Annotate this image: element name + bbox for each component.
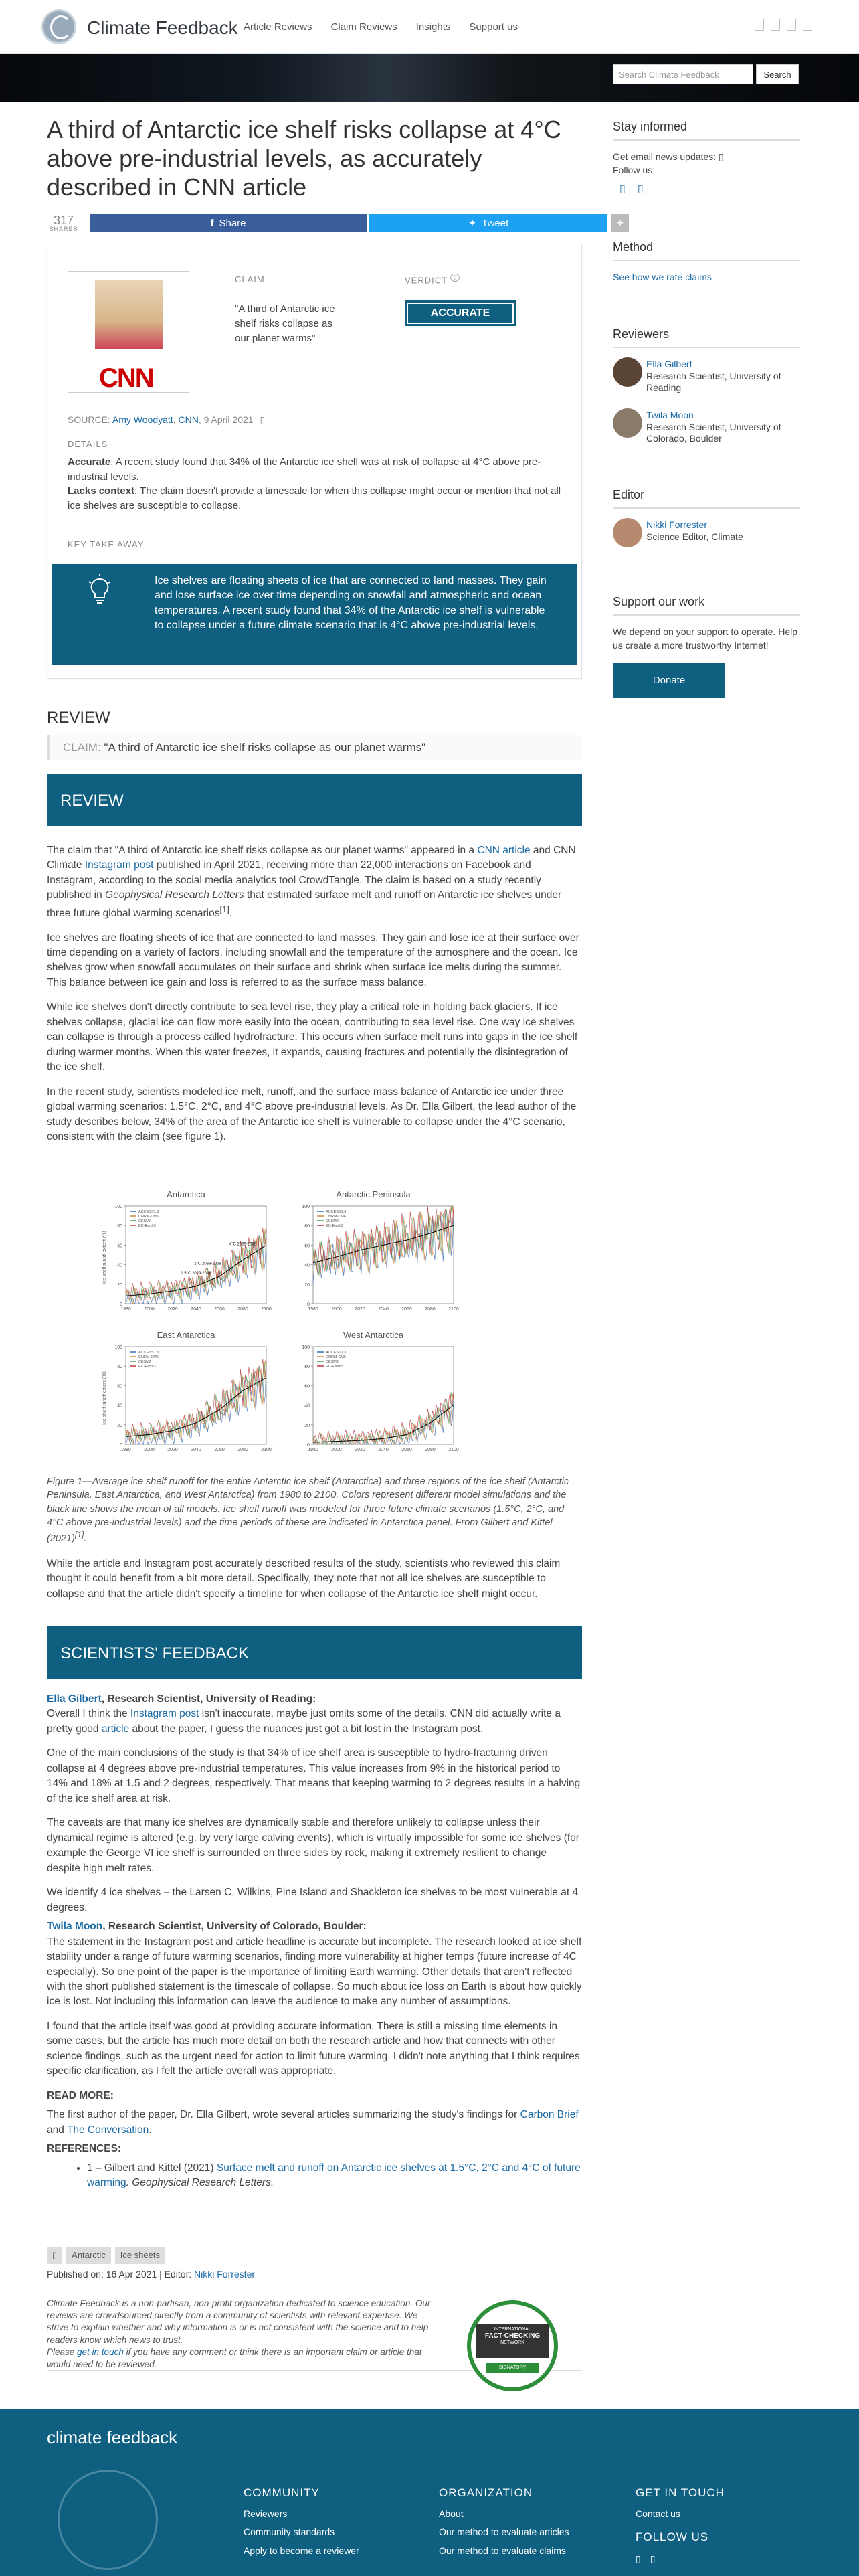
- sidebar-social: [613, 181, 800, 197]
- legend-label: CNRM-CM6: [326, 1355, 346, 1359]
- verdict-badge: ACCURATE: [405, 300, 516, 326]
- search-button[interactable]: Search: [756, 64, 799, 84]
- x-tick-label: 2060: [214, 1307, 225, 1312]
- y-tick-label: 40: [304, 1403, 310, 1409]
- footer-link[interactable]: Apply to become a reviewer: [244, 2545, 359, 2556]
- editor-name-link[interactable]: Nikki Forrester: [646, 519, 708, 531]
- legend-label: CNRM-CM6: [138, 1355, 159, 1359]
- rss-icon[interactable]: [803, 19, 812, 31]
- editor-role: Science Editor, Climate: [646, 531, 743, 542]
- sidebar-editor: [613, 486, 800, 553]
- chart-antarctic-peninsula: [286, 1189, 460, 1316]
- text-span: Overall I think the: [47, 1708, 130, 1720]
- climate-feedback-logo[interactable]: [41, 9, 76, 44]
- footer-heading: COMMUNITY: [244, 2486, 320, 2499]
- reviewer-card: [613, 408, 800, 450]
- footer-community: [244, 2482, 359, 2560]
- figure-caption: [47, 1475, 582, 1545]
- about-text: [47, 2298, 442, 2371]
- verdict-label-text: VERDICT: [405, 275, 448, 286]
- x-tick-label: 2100: [448, 1307, 459, 1312]
- twitter-icon[interactable]: [755, 19, 764, 31]
- detail-lacks-context: [68, 484, 563, 513]
- y-tick-label: 40: [117, 1263, 122, 1268]
- share-count: [47, 214, 80, 232]
- chart-west-antarctica: [286, 1329, 460, 1456]
- get-in-touch-link[interactable]: get in touch: [77, 2346, 124, 2357]
- shares-label: SHARES: [49, 226, 78, 232]
- reviewer-info: [646, 359, 800, 394]
- y-tick-label: 80: [117, 1365, 122, 1370]
- carbon-brief-link[interactable]: Carbon Brief: [520, 2109, 579, 2121]
- footer-link[interactable]: Reviewers: [244, 2508, 288, 2520]
- brand-name[interactable]: Climate Feedback: [87, 17, 238, 38]
- reviewer-role: , Research Scientist, University of Colorado, Boulder:: [102, 1921, 367, 1933]
- verdict-label: [405, 274, 460, 287]
- claim-review-box: [47, 244, 582, 679]
- legend-label: CNRM-CM6: [326, 1215, 346, 1219]
- legend-label: EC-Earth3: [138, 1365, 156, 1369]
- chart-panel: [99, 1329, 273, 1456]
- text-span: that estimated surface melt and runoff on Antarctic ice shelves under three future global warming scenarios: [47, 889, 562, 920]
- y-tick-label: 80: [304, 1224, 310, 1229]
- lacks-context-label: Lacks context: [68, 485, 135, 497]
- reference-marker[interactable]: [1]: [219, 904, 229, 914]
- article-link[interactable]: article: [101, 1723, 130, 1735]
- y-tick-label: 0: [120, 1443, 122, 1448]
- accurate-text: : A recent study found that 34% of the Antarctic ice shelf was at risk of collapse at 4°C above pre-industrial levels.: [68, 456, 541, 483]
- twitter-share-button[interactable]: [369, 214, 607, 232]
- y-tick-label: 0: [307, 1302, 310, 1307]
- y-tick-label: 60: [304, 1243, 310, 1249]
- y-tick-label: 100: [302, 1345, 310, 1350]
- x-tick-label: 2000: [331, 1307, 342, 1312]
- x-tick-label: 2000: [144, 1448, 155, 1452]
- legend-label: CNRM-CM6: [138, 1215, 159, 1219]
- source-label: SOURCE:: [68, 414, 110, 425]
- nav-support-us[interactable]: Support us: [469, 21, 518, 33]
- y-tick-label: 60: [117, 1384, 122, 1389]
- text-span: if you have any comment or think there is an important claim or article that would need to be reviewed.: [47, 2346, 422, 2370]
- references-list: [47, 2161, 582, 2191]
- chart-antarctica: [99, 1189, 273, 1316]
- y-axis-label: Ice shelf runoff extent (%): [102, 1371, 107, 1425]
- scenario-annotation: 4°C 2069-2088: [229, 1242, 257, 1247]
- text-span: . Geophysical Research Letters.: [126, 2177, 274, 2189]
- caption-end: .: [84, 1533, 87, 1545]
- y-tick-label: 0: [120, 1302, 122, 1307]
- footer-logo: [58, 2470, 158, 2570]
- text-span: about the paper, I guess the nuances just got a bit lost in the Instagram post.: [129, 1723, 484, 1735]
- share-count-number: 317: [53, 213, 74, 227]
- review-paragraph: [47, 843, 582, 922]
- method-heading: Method: [613, 238, 800, 261]
- x-tick-label: 2040: [191, 1307, 201, 1312]
- accurate-label: Accurate: [68, 456, 111, 468]
- nav-insights[interactable]: Insights: [415, 21, 451, 33]
- detail-accurate: [68, 455, 563, 485]
- twitter-icon[interactable]: ▯: [636, 2553, 641, 2564]
- avatar: [613, 357, 642, 387]
- legend-label: ACCESS1.3: [138, 1210, 159, 1214]
- legend-label: EC-Earth3: [326, 1365, 343, 1369]
- chart-panel: [286, 1189, 460, 1316]
- email-updates: [613, 150, 800, 163]
- x-tick-label: 2040: [378, 1448, 389, 1452]
- reviewer-name-link[interactable]: Twila Moon: [646, 410, 694, 421]
- details-section: [68, 438, 563, 513]
- footer-link[interactable]: Our method to evaluate claims: [439, 2545, 566, 2556]
- source-line: SOURCE: Amy Woodyatt, CNN, 9 April 2021 ▯: [68, 414, 266, 425]
- x-tick-label: 2020: [167, 1448, 178, 1452]
- feedback-paragraph: One of the main conclusions of the study is that 34% of ice shelf area is susceptible to hydro-fracturing driven collapse at 4 degrees above pre-industrial temperatures. This value increases from 9% in the historical period to 14% and 18% at 1.5 and 2 degrees, respectively. That means that keeping warming to 2 degrees results in a halving of the ice shelf area at risk.: [47, 1747, 581, 1804]
- linkedin-icon[interactable]: [787, 19, 796, 31]
- header-social-icons: [755, 19, 812, 31]
- text-span: .: [149, 2124, 152, 2136]
- text-span: and CNN Climate: [47, 845, 576, 871]
- panel-title: Antarctic Peninsula: [336, 1189, 411, 1199]
- sidebar-support: [613, 593, 800, 698]
- y-tick-label: 100: [114, 1345, 122, 1350]
- facebook-share-label: Share: [219, 218, 246, 229]
- twitter-icon: ✦: [468, 218, 477, 229]
- cnn-article-link[interactable]: CNN article: [477, 845, 531, 856]
- review-body: [47, 843, 582, 1154]
- feedback-paragraph: We identify 4 ice shelves – the Larsen C, Wilkins, Pine Island and Shackleton ice shelves to be most vulnerable at 4 degrees.: [47, 1887, 579, 1913]
- figure-1: [99, 1189, 467, 1463]
- y-tick-label: 40: [117, 1403, 122, 1409]
- stay-informed-heading: Stay informed: [613, 118, 800, 141]
- review-paragraph: Ice shelves are floating sheets of ice that are connected to land masses. They gain and lose ice at their surface over time depending on a variety of factors, including snowfall and the temperature of the atmosphere and the ocean. Ice shelves grow when snowfall accumulates on their surface and shrink when surface ice melts during the summer. This balance between ice gain and loss is referred to as the surface mass balance.: [47, 932, 579, 989]
- editor-info: [646, 519, 743, 543]
- x-tick-label: 2040: [378, 1307, 389, 1312]
- key-takeaway-box: [52, 564, 577, 665]
- editor-heading: Editor: [613, 486, 800, 509]
- lightbulb-icon: [86, 574, 113, 608]
- tag-list: [47, 2247, 165, 2264]
- legend-label: CESM2: [138, 1360, 151, 1364]
- legend-label: ACCESS1.3: [326, 1351, 347, 1355]
- review-paragraph: In the recent study, scientists modeled ice melt, runoff, and the surface mass balance of Antarctic ice under three global warming scenarios: 1.5°C, 2°C, and 4°C above pre-industrial levels. As Dr. Ella Gilbert, the lead author of the study describes below, 34% of the area of the Antarctic ice shelf is vulnerable to collapse under the 4°C scenario, consistent with the claim (see figure 1).: [47, 1086, 577, 1143]
- footer-heading: ORGANIZATION: [439, 2486, 533, 2499]
- tag-icon: ▯: [47, 2247, 62, 2264]
- facebook-icon[interactable]: ▯: [637, 183, 644, 195]
- x-tick-label: 2100: [261, 1448, 272, 1452]
- x-tick-label: 2080: [237, 1307, 248, 1312]
- x-tick-label: 1980: [120, 1307, 131, 1312]
- chart-panel: [286, 1329, 460, 1456]
- footer-link[interactable]: Community standards: [244, 2526, 335, 2538]
- reviewer-heading: [47, 1919, 582, 1934]
- key-takeaway-text: Ice shelves are floating sheets of ice that are connected to land masses. They gain and lose surface ice over time depending on snowfall and atmospheric and ocean temperatures. A recent study found that 34% of the Antarctic ice shelf is vulnerable to collapse under a future climate scenario that is 4°C above pre-industrial levels.: [155, 575, 547, 632]
- tag-antarctic[interactable]: Antarctic: [66, 2247, 111, 2264]
- author-photo: [95, 280, 163, 349]
- references-heading: REFERENCES:: [47, 2143, 122, 2155]
- external-link-icon[interactable]: ▯: [260, 414, 266, 425]
- facebook-icon[interactable]: ▯: [650, 2553, 656, 2564]
- y-tick-label: 20: [117, 1423, 122, 1428]
- reviewer-name-link[interactable]: Ella Gilbert: [646, 359, 692, 370]
- source-author-link[interactable]: Amy Woodyatt: [112, 414, 173, 425]
- search-input[interactable]: Search Climate Feedback: [613, 64, 753, 84]
- reviewer-card: [613, 357, 800, 399]
- text-span: published in April 2021, receiving more than 22,000 interactions on Facebook and Instagram, according to the social media analytics tool CrowdTangle. The claim is based on a study recently published in: [47, 859, 541, 901]
- reviewers-heading: Reviewers: [613, 325, 800, 348]
- reviewer-info: [646, 410, 800, 445]
- x-tick-label: 2040: [191, 1448, 201, 1452]
- reviewer-role: , Research Scientist, University of Reading:: [101, 1693, 316, 1705]
- text-span: and: [47, 2124, 67, 2136]
- reviewer-heading: [47, 1692, 582, 1707]
- text-span: Please: [47, 2346, 78, 2357]
- footer-contact: [636, 2482, 725, 2568]
- x-tick-label: 2080: [425, 1307, 436, 1312]
- facebook-icon: f: [210, 218, 214, 229]
- review-section-header: REVIEW: [47, 774, 582, 826]
- chart-east-antarctica: [99, 1329, 273, 1456]
- twitter-icon[interactable]: ▯: [619, 183, 626, 195]
- x-tick-label: 2100: [261, 1307, 272, 1312]
- legend-label: CESM2: [326, 1219, 339, 1223]
- editor-link[interactable]: Nikki Forrester: [194, 2269, 256, 2280]
- reference-marker[interactable]: [1]: [74, 1530, 84, 1540]
- caption-text: Figure 1—Average ice shelf runoff for the entire Antarctic ice shelf (Antarctica) and three regions of the ice shelf (Antarctic Peninsula, East Antarctica, and West Antarctica) from 1980 to 2100. Colors represent different model simulations and the black line shows the mean of all models. Ice shelf runoff was modeled for three future climate scenarios (1.5°C, 2°C, and 4°C above pre-industrial levels) and the time periods of these are indicated in Antarctica panel. From Gilbert and Kittel (2021): [47, 1476, 569, 1545]
- reviewer-role: Research Scientist, University of Reading: [646, 370, 781, 394]
- footer-heading: FOLLOW US: [636, 2530, 709, 2544]
- avatar: [613, 518, 642, 547]
- tag-ice-sheets[interactable]: Ice sheets: [115, 2247, 165, 2264]
- text-span: The claim that "A third of Antarctic ice shelf risks collapse as our planet warms" appeared in a: [47, 845, 478, 856]
- legend-label: ACCESS1.3: [326, 1210, 347, 1214]
- ifcn-signatory-badge[interactable]: [467, 2300, 558, 2391]
- site-footer: [0, 2409, 859, 2576]
- x-tick-label: 2020: [355, 1307, 365, 1312]
- legend-label: CESM2: [326, 1360, 339, 1364]
- sidebar-method: [613, 238, 800, 284]
- main-nav: [244, 20, 518, 35]
- x-tick-label: 2020: [355, 1448, 365, 1452]
- y-tick-label: 40: [304, 1263, 310, 1268]
- panel-title: West Antarctica: [343, 1330, 404, 1340]
- badge-bottom: SIGNATORY: [486, 2363, 539, 2373]
- scenario-annotation: 1.5°C 2029-2048: [181, 1272, 211, 1276]
- legend-label: ACCESS1.3: [138, 1351, 159, 1355]
- instagram-post-link[interactable]: Instagram post: [130, 1708, 199, 1720]
- chart-panel: [99, 1189, 273, 1316]
- published-line: [47, 2267, 255, 2281]
- footer-link[interactable]: About: [439, 2508, 464, 2520]
- y-tick-label: 80: [117, 1224, 122, 1229]
- support-text: We depend on your support to operate. Help us create a more trustworthy Internet!: [613, 626, 798, 651]
- y-tick-label: 20: [117, 1282, 122, 1288]
- x-tick-label: 2000: [144, 1307, 155, 1312]
- y-tick-label: 80: [304, 1365, 310, 1370]
- footer-brand[interactable]: climate feedback: [47, 2427, 178, 2448]
- x-tick-label: 1980: [308, 1448, 318, 1452]
- verdict-help-icon[interactable]: ?: [450, 274, 460, 282]
- y-tick-label: 60: [117, 1243, 122, 1249]
- reviewer-name-link[interactable]: Ella Gilbert: [47, 1693, 102, 1705]
- reviewer-name-link[interactable]: Twila Moon: [47, 1921, 103, 1933]
- donate-button[interactable]: Donate: [613, 663, 725, 698]
- badge-mid: FACT-CHECKING: [484, 2332, 541, 2340]
- y-tick-label: 60: [304, 1384, 310, 1389]
- x-tick-label: 1980: [308, 1307, 318, 1312]
- feedback-paragraph: The caveats are that many ice shelves are dynamically stable and therefore unlikely to collapse unless their dynamical regime is altered (e.g. by very large calving events), which is virtually impossible for some ice shelves (for example the George VI ice shelf is surrounded on three sides by rock, making it extremely resilient to change despite high melt rates.: [47, 1817, 579, 1874]
- review-claim-text: "A third of Antarctic ice shelf risks collapse as our planet warms": [104, 741, 426, 754]
- about-box: [47, 2292, 582, 2371]
- outlet-image: [68, 271, 189, 393]
- legend-label: CESM2: [138, 1219, 151, 1223]
- avatar: [613, 408, 642, 438]
- reference-link[interactable]: Surface melt and runoff on Antarctic ice shelves at 1.5°C, 2°C and 4°C of future warming: [87, 2162, 581, 2189]
- footer-organization: [439, 2482, 569, 2560]
- feedback-section-header: SCIENTISTS' FEEDBACK: [47, 1626, 582, 1679]
- x-tick-label: 2020: [167, 1307, 178, 1312]
- x-tick-label: 2080: [425, 1448, 436, 1452]
- review-paragraph: While ice shelves don't directly contribute to sea level rise, they play a critical role in holding back glaciers. If ice shelves collapse, glacial ice can flow more easily into the ocean, contributing to sea level rise. One way ice shelves can collapse is through a process called hydrofracture. This occurs when surface melt runs into gaps in the ice shelf during warmer months. When this water freezes, it expands, causing fractures and potentially the disintegration of the ice shelf.: [47, 1001, 578, 1074]
- panel-title: Antarctica: [167, 1189, 205, 1199]
- contact-link[interactable]: Contact us: [636, 2508, 680, 2520]
- x-tick-label: 2060: [401, 1448, 412, 1452]
- badge-sub: NETWORK: [500, 2340, 524, 2346]
- the-conversation-link[interactable]: The Conversation: [66, 2124, 149, 2136]
- footer-link[interactable]: Our method to evaluate articles: [439, 2526, 569, 2538]
- y-tick-label: 100: [114, 1205, 122, 1209]
- x-tick-label: 2080: [237, 1448, 248, 1452]
- review-heading: REVIEW: [47, 709, 110, 727]
- claim-label: CLAIM: [235, 274, 265, 284]
- editor-card: [613, 518, 800, 553]
- review-claim-quote: [47, 735, 582, 760]
- y-axis-label: Ice shelf runoff extent (%): [102, 1231, 107, 1284]
- review-paragraph: While the article and Instagram post accurately described results of the study, scientists who reviewed this claim thought it could benefit from a bit more detail. Specifically, they note that not all ice shelves are susceptible to collapse and that the article didn't specify a timeline for when collapse of the Antarctic ice shelf might occur.: [47, 1558, 561, 1600]
- y-tick-label: 100: [302, 1205, 310, 1209]
- review-body-2: [47, 1557, 582, 1611]
- nav-article-reviews[interactable]: Article Reviews: [244, 21, 312, 33]
- reference-item: [87, 2161, 582, 2191]
- text-span: 1 – Gilbert and Kittel (2021): [87, 2162, 217, 2174]
- feedback-paragraph: The statement in the Instagram post and article headline is accurate but incomplete. The research looked at ice shelf stability under a range of future warming scenarios, finding more vulnerability at higher temps (future increase of 4C especially). So one point of the paper is the importance of limiting Earth warming. Other details that aren't reflected with the short published statement is the timescale of collapse. So much about ice loss on Earth is about how quickly ice is lost. Not including this information can leave the audience to make any number of assumptions.: [47, 1936, 582, 2008]
- feedback-body: [47, 1692, 582, 2191]
- sidebar-stay-informed: [613, 118, 800, 197]
- nav-claim-reviews[interactable]: Claim Reviews: [330, 21, 397, 33]
- method-link[interactable]: See how we rate claims: [613, 272, 712, 283]
- footer-social: [636, 2550, 725, 2568]
- more-share-button[interactable]: +: [611, 214, 629, 232]
- read-more-heading: READ MORE:: [47, 2089, 114, 2101]
- scenario-annotation: 2°C 2039-2058: [194, 1262, 221, 1266]
- facebook-icon[interactable]: [771, 19, 780, 31]
- feedback-paragraph: [47, 1707, 582, 1737]
- twitter-share-label: Tweet: [482, 218, 509, 229]
- key-takeaway-label: KEY TAKE AWAY: [68, 539, 145, 549]
- read-more-text: [47, 2108, 582, 2138]
- email-updates-label: Get email news updates:: [613, 151, 717, 163]
- cnn-logo: CNN: [99, 363, 153, 393]
- source-date: , 9 April 2021: [198, 414, 254, 425]
- badge-text: [476, 2324, 549, 2358]
- follow-us-label: Follow us:: [613, 165, 656, 176]
- text-span: .: [229, 908, 233, 920]
- facebook-share-button[interactable]: [90, 214, 367, 232]
- page-title: A third of Antarctic ice shelf risks collapse at 4°C above pre-industrial levels, as accurately described in CNN article: [47, 116, 561, 201]
- site-header: [0, 0, 859, 54]
- email-icon[interactable]: ▯: [718, 151, 724, 163]
- feedback-paragraph: I found that the article itself was good at providing accurate information. There is still a missing time elements in some cases, but the article has much more detail on both the research article and how that connects with other science findings, such as the urgent need for action to limit future warming. I didn't note anything that I think requires specific clarification, as I felt the article overall was appropriate.: [47, 2020, 580, 2077]
- y-tick-label: 0: [307, 1443, 310, 1448]
- badge-top: INTERNATIONAL: [494, 2327, 531, 2332]
- legend-label: EC-Earth3: [326, 1224, 343, 1228]
- legend-label: EC-Earth3: [138, 1224, 156, 1228]
- journal-name: Geophysical Research Letters: [105, 889, 244, 901]
- footer-heading: GET IN TOUCH: [636, 2486, 725, 2499]
- y-tick-label: 20: [304, 1423, 310, 1428]
- x-tick-label: 2100: [448, 1448, 459, 1452]
- share-bar: [47, 213, 624, 234]
- panel-title: East Antarctica: [157, 1330, 215, 1340]
- claim-text: "A third of Antarctic ice shelf risks collapse as our planet warms": [235, 303, 335, 344]
- support-heading: Support our work: [613, 593, 800, 616]
- details-label: DETAILS: [68, 439, 108, 449]
- reviewer-role: Research Scientist, University of Colorado, Boulder: [646, 421, 781, 444]
- hero-banner: [0, 54, 859, 102]
- lacks-context-text: : The claim doesn't provide a timescale for when this collapse might occur or mention that not all ice shelves are susceptible to collapse.: [68, 485, 561, 512]
- published-label: Published on: 16 Apr 2021 | Editor:: [47, 2269, 195, 2280]
- sidebar-reviewers: [613, 325, 800, 450]
- source-outlet-link[interactable]: CNN: [178, 414, 199, 425]
- x-tick-label: 2060: [401, 1307, 412, 1312]
- y-tick-label: 20: [304, 1282, 310, 1288]
- text-span: isn't inaccurate, maybe just omits some of the details. CNN did actually write a pretty good: [47, 1708, 561, 1735]
- x-tick-label: 2060: [214, 1448, 225, 1452]
- x-tick-label: 1980: [120, 1448, 131, 1452]
- x-tick-label: 2000: [331, 1448, 342, 1452]
- text-span: The first author of the paper, Dr. Ella Gilbert, wrote several articles summarizing the study's findings for: [47, 2109, 520, 2121]
- review-claim-label: CLAIM:: [63, 741, 101, 754]
- instagram-post-link[interactable]: Instagram post: [84, 859, 154, 871]
- about-paragraph: Climate Feedback is a non-partisan, non-profit organization dedicated to science education. Our reviews are crowdsourced directly from a community of scientists with relevant expertise. We strive to explain whether and why information is or is not consistent with the science and to help readers know which news to trust.: [47, 2298, 431, 2345]
